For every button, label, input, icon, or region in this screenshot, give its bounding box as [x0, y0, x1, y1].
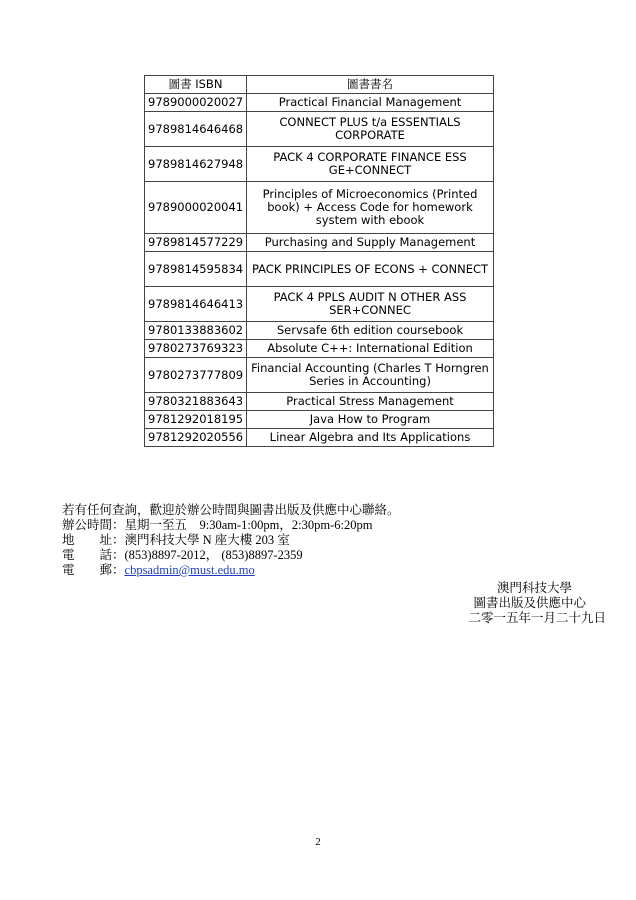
- address-value: 澳門科技大學 N 座大樓 203 室: [124, 533, 290, 547]
- title-cell: Java How to Program: [247, 411, 494, 429]
- email-line: [62, 563, 400, 578]
- isbn-cell: 9789000020041: [145, 182, 247, 234]
- title-cell: Practical Financial Management: [247, 94, 494, 112]
- office-hours-label: 辦公時間：: [62, 518, 125, 532]
- title-cell: Purchasing and Supply Management: [247, 234, 494, 252]
- isbn-cell: 9789000020027: [145, 94, 247, 112]
- isbn-cell: 9780133883602: [145, 322, 247, 340]
- isbn-cell: 9789814595834: [145, 252, 247, 287]
- isbn-cell: 9789814646468: [145, 112, 247, 147]
- table-row: [145, 252, 494, 287]
- address-line: [62, 533, 400, 548]
- isbn-cell: 9780321883643: [145, 393, 247, 411]
- isbn-cell: 9781292018195: [145, 411, 247, 429]
- signature-organization: 澳門科技大學: [496, 581, 572, 595]
- signature-department: 圖書出版及供應中心: [473, 596, 586, 610]
- phone-line: [62, 548, 400, 563]
- title-cell: Absolute C++: International Edition: [247, 340, 494, 358]
- table-row: [145, 234, 494, 252]
- table-row: [145, 112, 494, 147]
- isbn-column-header: 圖書 ISBN: [145, 76, 247, 94]
- title-cell: CONNECT PLUS t/a ESSENTIALS CORPORATE: [247, 112, 494, 147]
- contact-intro: 若有任何查詢，歡迎於辦公時間與圖書出版及供應中心聯絡。: [62, 503, 400, 517]
- signature-date: 二零一五年一月二十九日: [468, 611, 606, 625]
- title-cell: Financial Accounting (Charles T Horngren Series in Accounting): [247, 358, 494, 393]
- title-cell: PACK 4 PPLS AUDIT N OTHER ASS SER+CONNEC: [247, 287, 494, 322]
- title-cell: Practical Stress Management: [247, 393, 494, 411]
- book-list-table: [144, 75, 494, 447]
- isbn-cell: 9780273777809: [145, 358, 247, 393]
- office-hours-value: 星期一至五 9:30am-1:00pm，2:30pm-6:20pm: [124, 518, 373, 532]
- table-row: [145, 340, 494, 358]
- isbn-cell: 9781292020556: [145, 429, 247, 447]
- isbn-cell: 9789814577229: [145, 234, 247, 252]
- table-row: [145, 322, 494, 340]
- address-label: 地 址：: [62, 533, 125, 547]
- isbn-cell: 9789814646413: [145, 287, 247, 322]
- table-row: [145, 147, 494, 182]
- phone-label: 電 話：: [62, 548, 125, 562]
- table-row: [145, 94, 494, 112]
- phone-value: (853)8897-2012， (853)8897-2359: [124, 548, 303, 562]
- title-cell: Servsafe 6th edition coursebook: [247, 322, 494, 340]
- contact-info: [62, 503, 400, 578]
- page-number: 2: [315, 836, 321, 848]
- title-cell: PACK PRINCIPLES OF ECONS + CONNECT: [247, 252, 494, 287]
- table-row: [145, 429, 494, 447]
- table-row: [145, 182, 494, 234]
- table-row: [145, 411, 494, 429]
- email-link[interactable]: cbpsadmin@must.edu.mo: [124, 563, 255, 577]
- table-header-row: [145, 76, 494, 94]
- table-row: [145, 393, 494, 411]
- title-column-header: 圖書書名: [247, 76, 494, 94]
- email-label: 電 郵：: [62, 563, 125, 577]
- table-row: [145, 358, 494, 393]
- table-row: [145, 287, 494, 322]
- office-hours-line: [62, 518, 400, 533]
- isbn-cell: 9789814627948: [145, 147, 247, 182]
- title-cell: Principles of Microeconomics (Printed book) + Access Code for homework system with ebook: [247, 182, 494, 234]
- title-cell: Linear Algebra and Its Applications: [247, 429, 494, 447]
- isbn-cell: 9780273769323: [145, 340, 247, 358]
- title-cell: PACK 4 CORPORATE FINANCE ESS GE+CONNECT: [247, 147, 494, 182]
- signature-block: [400, 581, 606, 626]
